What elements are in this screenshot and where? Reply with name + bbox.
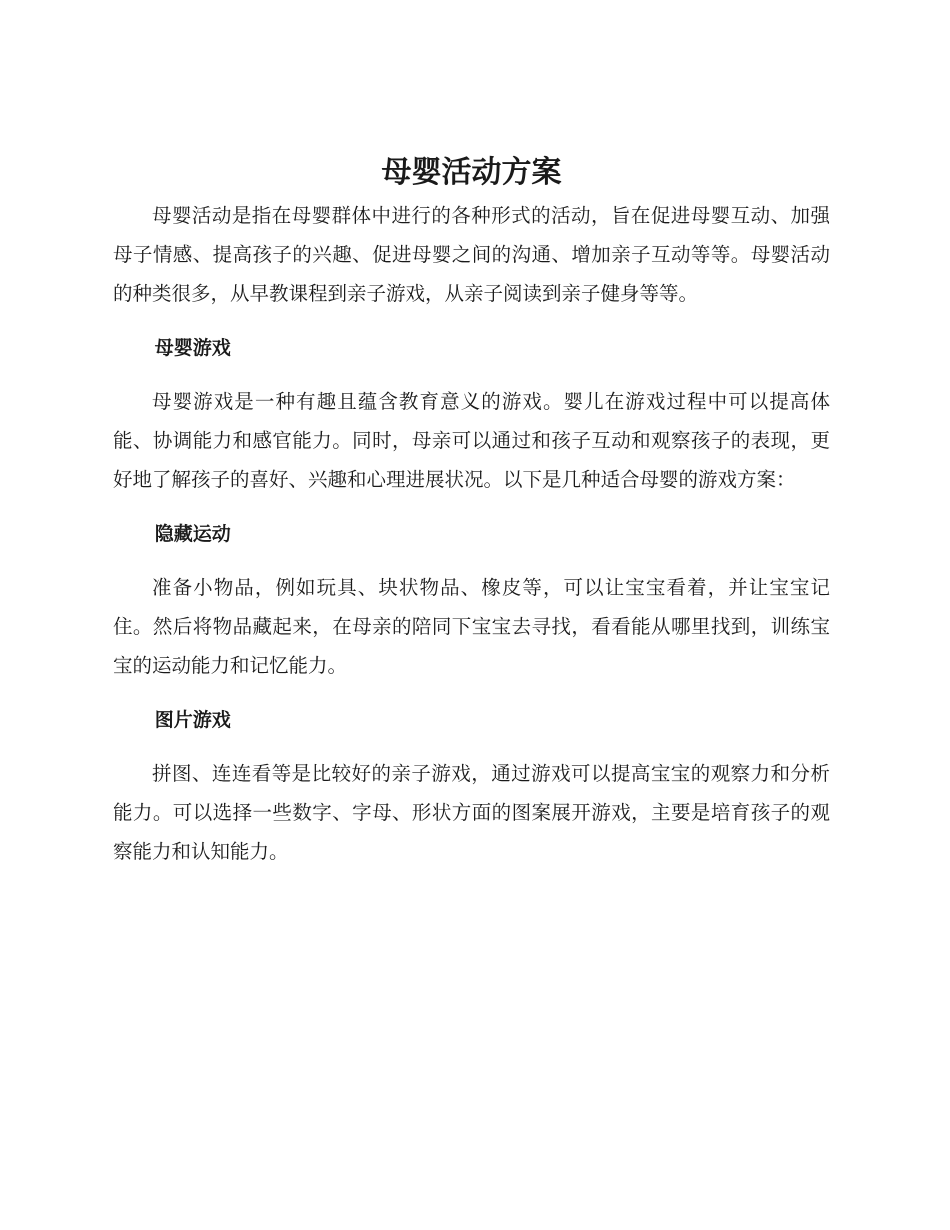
spacer [113, 740, 830, 754]
section-body-hide-and-seek: 准备小物品，例如玩具、块状物品、橡皮等，可以让宝宝看着，并让宝宝记住。然后将物品藏起来，在母亲的陪同下宝宝去寻找，看看能从哪里找到，训练宝宝的运动能力和记忆能力。 [113, 576, 830, 677]
section-heading-hide-and-seek: 隐藏运动 [154, 523, 231, 545]
spacer [113, 554, 830, 568]
intro-paragraph: 母婴活动是指在母婴群体中进行的各种形式的活动，旨在促进母婴互动、加强母子情感、提高孩子的兴趣、促进母婴之间的沟通、增加亲子互动等等。母婴活动的种类很多，从早教课程到亲子游戏，从亲子阅读到亲子健身等等。 [113, 204, 830, 305]
section-body-mother-baby-games: 母婴游戏是一种有趣且蕴含教育意义的游戏。婴儿在游戏过程中可以提高体能、协调能力和感官能力。同时，母亲可以通过和孩子互动和观察孩子的表现，更好地了解孩子的喜好、兴趣和心理进展状况。以下是几种适合母婴的游戏方案： [113, 390, 830, 491]
section-heading-picture-games: 图片游戏 [154, 709, 231, 731]
section-body-picture-games: 拼图、连连看等是比较好的亲子游戏，通过游戏可以提高宝宝的观察力和分析能力。可以选择一些数字、字母、形状方面的图案展开游戏，主要是培育孩子的观察能力和认知能力。 [113, 762, 830, 863]
spacer [113, 313, 830, 329]
spacer [113, 499, 830, 515]
spacer [113, 685, 830, 701]
document-content [113, 150, 830, 871]
spacer [113, 368, 830, 382]
document-title: 母婴活动方案 [381, 155, 562, 190]
section-heading-mother-baby-games: 母婴游戏 [154, 337, 231, 359]
